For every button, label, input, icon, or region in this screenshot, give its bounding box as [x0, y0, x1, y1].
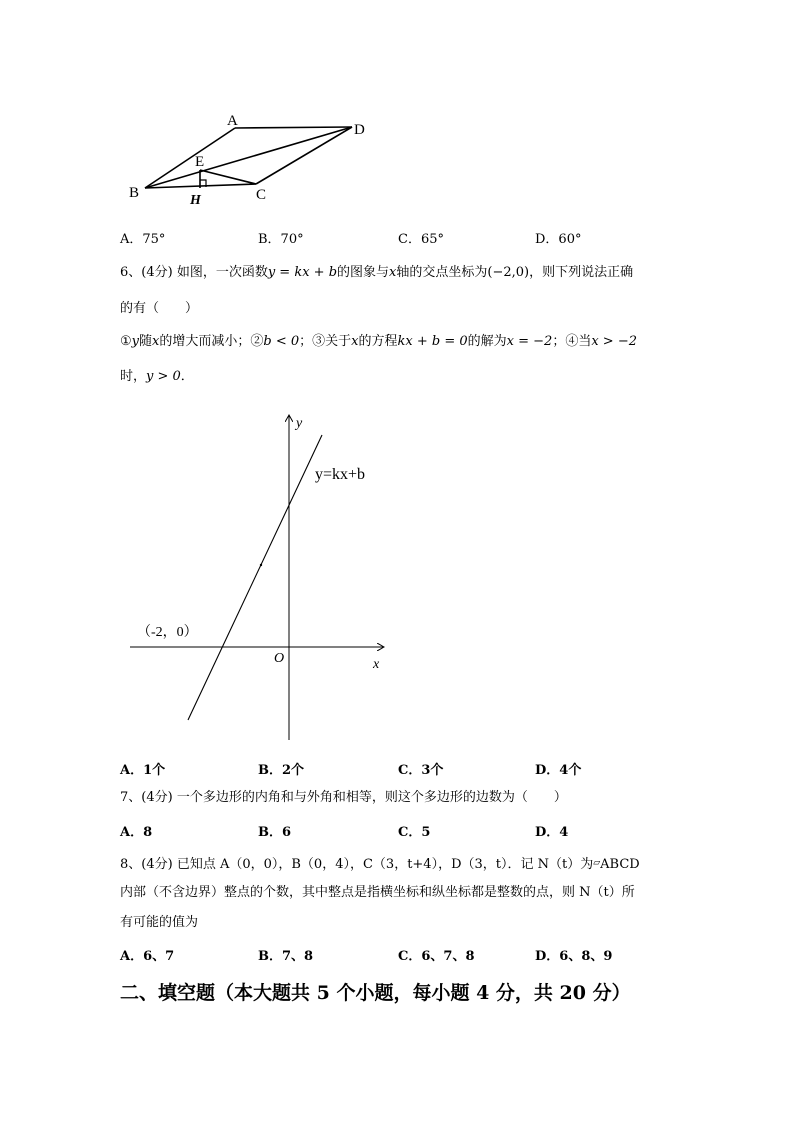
q7-option-d[interactable]: D．4 — [535, 825, 569, 840]
q5-option-c[interactable]: C．65° — [398, 232, 444, 247]
label-a: A — [227, 113, 238, 129]
q6-mid: 的图象与 — [337, 265, 390, 280]
q5-option-d[interactable]: D．60° — [535, 232, 582, 247]
q6-equation: y = kx + b — [267, 265, 338, 280]
linear-function-graph — [125, 410, 395, 745]
q6-option-a[interactable]: A．1个 — [120, 763, 166, 778]
q8-line-1-end: ABCD — [600, 857, 640, 872]
line-equation-label: y=kx+b — [315, 466, 366, 483]
parallelogram-icon: ▱ — [593, 858, 601, 868]
label-d: D — [354, 122, 365, 138]
segment-bd — [145, 127, 352, 188]
x-axis-label: x — [373, 657, 380, 672]
q6-s1: ① — [120, 334, 132, 349]
q8-option-b[interactable]: B．7、8 — [258, 949, 314, 964]
q7-option-a[interactable]: A．8 — [120, 825, 153, 840]
q6-x: x — [389, 265, 397, 280]
q8-line-3: 有可能的值为 — [120, 915, 199, 930]
q8-line-2: 内部（不含边界）整点的个数，其中整点是指横坐标和纵坐标都是整数的点，则 N（t）所 — [120, 885, 635, 900]
parallelogram-figure — [120, 105, 380, 210]
q6-s5: 的方程 — [358, 334, 398, 349]
segment-ad — [235, 127, 352, 128]
q8-option-c[interactable]: C．6、7、8 — [398, 949, 475, 964]
graph-dot — [260, 564, 262, 566]
q6-line-1 — [120, 263, 633, 283]
q6-line-4 — [120, 367, 194, 387]
q7-option-b[interactable]: B．6 — [258, 825, 292, 840]
q6-option-b[interactable]: B．2个 — [258, 763, 305, 778]
q6-sol: x = −2 — [506, 334, 553, 349]
q6-s7: ；④当 — [552, 334, 592, 349]
label-h: H — [190, 193, 201, 208]
q6-s4: ；③关于 — [299, 334, 352, 349]
label-c: C — [256, 187, 267, 203]
q8-line-1-text: 8、(4分) 已知点 A（0，0），B（0，4），C（3，t+4），D（3，t）．记 N（t）为 — [120, 857, 594, 872]
q6-x-2: x — [351, 334, 359, 349]
q6-x-1: x — [152, 334, 160, 349]
q5-option-a[interactable]: A．75° — [120, 232, 166, 247]
q6-y: y — [131, 334, 140, 349]
q6-b: b < 0 — [263, 334, 300, 349]
q6-point: (−2,0) — [487, 265, 530, 280]
intercept-point-label: （-2，0） — [137, 625, 198, 640]
q6-line-3 — [120, 332, 637, 352]
y-axis-label: y — [296, 416, 303, 431]
q6-option-d[interactable]: D．4个 — [535, 763, 582, 778]
q8-line-1 — [120, 853, 640, 875]
q8-option-d[interactable]: D．6、8、9 — [535, 949, 613, 964]
q6-suffix: 轴的交点坐标为 — [396, 265, 488, 280]
q6-s2: 随 — [139, 334, 153, 349]
segment-dc — [256, 127, 352, 184]
q6-l4-s1: 时， — [120, 369, 147, 384]
q6-option-c[interactable]: C．3个 — [398, 763, 444, 778]
segment-ec — [200, 170, 256, 184]
q5-option-b[interactable]: B．70° — [258, 232, 304, 247]
label-e: E — [195, 154, 205, 170]
q6-s6: 的解为 — [467, 334, 507, 349]
origin-label: O — [274, 651, 285, 666]
q8-option-a[interactable]: A．6、7 — [120, 949, 175, 964]
q6-end: ，则下列说法正确 — [529, 265, 634, 280]
function-line — [188, 435, 322, 720]
label-b: B — [129, 185, 140, 201]
q6-l4-cond: y > 0 — [146, 369, 181, 384]
q6-cond: x > −2 — [591, 334, 637, 349]
q6-eq: kx + b = 0 — [397, 334, 468, 349]
q6-s3: 的增大而减小；② — [159, 334, 264, 349]
q7-option-c[interactable]: C．5 — [398, 825, 431, 840]
segment-ab — [145, 128, 235, 188]
q6-line-2: 的有（ ） — [120, 301, 199, 316]
q7-text: 7、(4分) 一个多边形的内角和与外角和相等，则这个多边形的边数为（ ） — [120, 790, 567, 805]
q6-prefix: 6、(4分) 如图，一次函数 — [120, 265, 268, 280]
section-2-heading: 二、填空题（本大题共 5 个小题，每小题 4 分，共 20 分） — [120, 982, 631, 1004]
q6-l4-s2: ． — [180, 369, 194, 384]
